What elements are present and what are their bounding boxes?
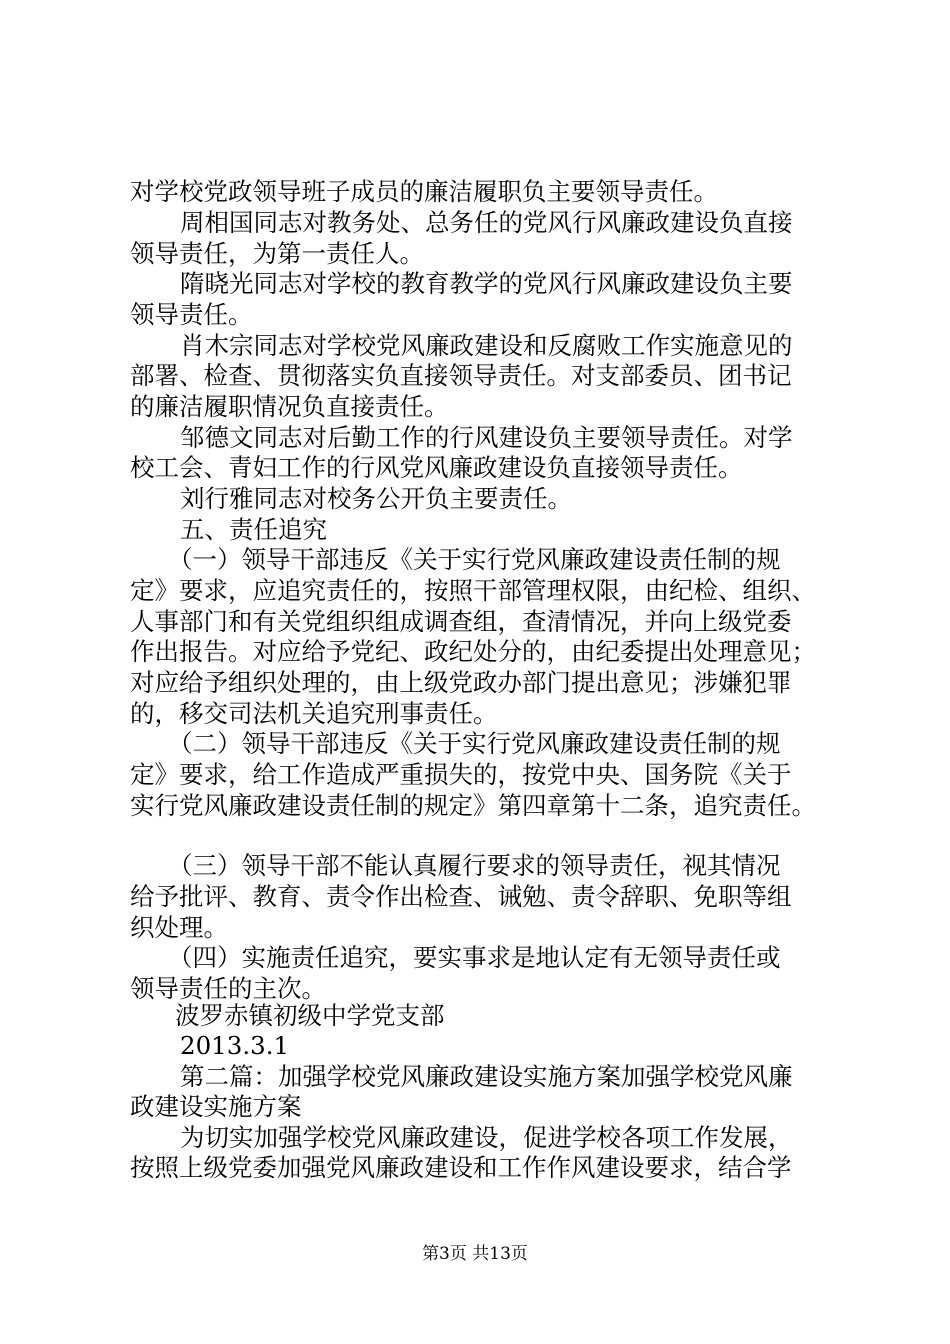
text-line: 的廉洁履职情况负直接责任。	[130, 392, 449, 421]
text-line: 政建设实施方案	[130, 1092, 302, 1121]
text-line: （四）实施责任追究，要实事求是地认定有无领导责任或	[168, 943, 781, 972]
text-line: （二）领导干部违反《关于实行党风廉政建设责任制的规	[168, 729, 781, 758]
text-line: 按照上级党委加强党风廉政建设和工作作风建设要求，结合学	[130, 1153, 792, 1182]
text-line: 定》要求，应追究责任的，按照干部管理权限，由纪检、组织、	[130, 576, 816, 605]
text-line: 对应给予组织处理的，由上级党政办部门提出意见；涉嫌犯罪	[130, 668, 792, 697]
text-line: 给予批评、教育、责令作出检查、诫勉、责令辞职、免职等组	[130, 882, 792, 911]
text-line: 周相国同志对教务处、总务任的党风行风廉政建设负直接	[180, 208, 793, 237]
text-line: （三）领导干部不能认真履行要求的领导责任，视其情况	[168, 851, 781, 880]
text-line: 为切实加强学校党风廉政建设，促进学校各项工作发展，	[180, 1123, 793, 1152]
section-heading: 五、责任追究	[180, 515, 327, 544]
text-line: 的，移交司法机关追究刑事责任。	[130, 699, 498, 728]
page-footer: 第3页 共13页	[422, 1244, 528, 1264]
text-line: 定》要求，给工作造成严重损失的，按党中央、国务院《关于	[130, 760, 792, 789]
text-line: 对学校党政领导班子成员的廉洁履职负主要领导责任。	[130, 177, 718, 206]
text-line: 人事部门和有关党组织组成调查组，查清情况，并向上级党委	[130, 607, 792, 636]
text-line: 领导责任的主次。	[130, 974, 326, 1003]
text-line: 校工会、青妇工作的行风党风廉政建设负直接领导责任。	[130, 453, 743, 482]
text-line: 邹德文同志对后勤工作的行风建设负主要领导责任。对学	[180, 423, 793, 452]
text-line: 领导责任，为第一责任人。	[130, 239, 424, 268]
text-line: 实行党风廉政建设责任制的规定》第四章第十二条，追究责任。	[130, 791, 816, 820]
text-line: 领导责任。	[130, 300, 253, 329]
text-line: 织处理。	[130, 913, 228, 942]
section-heading: 第二篇：加强学校党风廉政建设实施方案加强学校党风廉	[180, 1062, 793, 1091]
signature-date: 2013.3.1	[180, 1031, 290, 1060]
text-line: 作出报告。对应给予党纪、政纪处分的，由纪委提出处理意见；	[130, 637, 816, 666]
text-line: （一）领导干部违反《关于实行党风廉政建设责任制的规	[168, 545, 781, 574]
text-line: 隋晓光同志对学校的教育教学的党风行风廉政建设负主要	[180, 269, 793, 298]
text-line: 刘行雅同志对校务公开负主要责任。	[180, 484, 572, 513]
signature-org: 波罗赤镇初级中学党支部	[175, 1001, 445, 1030]
text-line: 部署、检查、贯彻落实负直接领导责任。对支部委员、团书记	[130, 361, 792, 390]
text-line: 肖木宗同志对学校党风廉政建设和反腐败工作实施意见的	[180, 331, 793, 360]
